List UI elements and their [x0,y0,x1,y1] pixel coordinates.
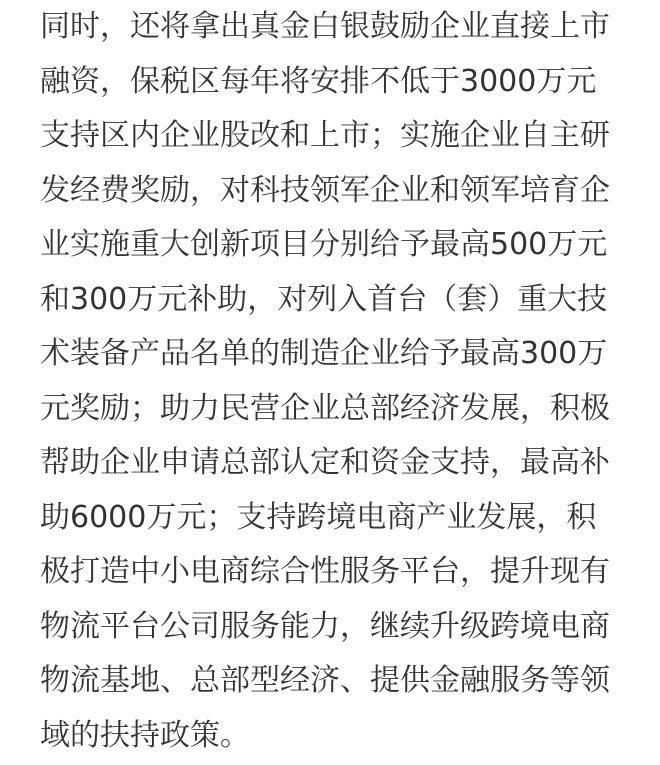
paragraph-line: 和300万元补助，对列入首台（套）重大技 [40,281,608,317]
paragraph-line: 帮助企业申请总部认定和资金支持，最高补 [40,445,610,480]
article-paragraph [40,0,630,763]
paragraph-line: 物流平台公司服务能力，继续升级跨境电商 [40,608,610,644]
paragraph-line: 同时，还将拿出真金白银鼓励企业直接上市 [40,9,610,44]
paragraph-line: 融资，保税区每年将安排不低于3000万元 [40,63,597,99]
paragraph-line: 术装备产品名单的制造企业给予最高300万 [40,336,608,371]
paragraph-line: 域的扶持政策。 [40,717,250,753]
paragraph-line: 助6000万元；支持跨境电商产业发展，积 [40,499,597,535]
paragraph-line: 业实施重大创新项目分别给予最高500万元 [40,227,608,262]
paragraph-line: 元奖励；助力民营企业总部经济发展，积极 [40,390,610,426]
paragraph-line: 极打造中小电商综合性服务平台，提升现有 [40,554,610,589]
paragraph-line: 支持区内企业股改和上市；实施企业自主研 [40,118,610,153]
paragraph-line: 物流基地、总部型经济、提供金融服务等领 [40,663,610,698]
paragraph-line: 发经费奖励，对科技领军企业和领军培育企 [40,172,610,208]
